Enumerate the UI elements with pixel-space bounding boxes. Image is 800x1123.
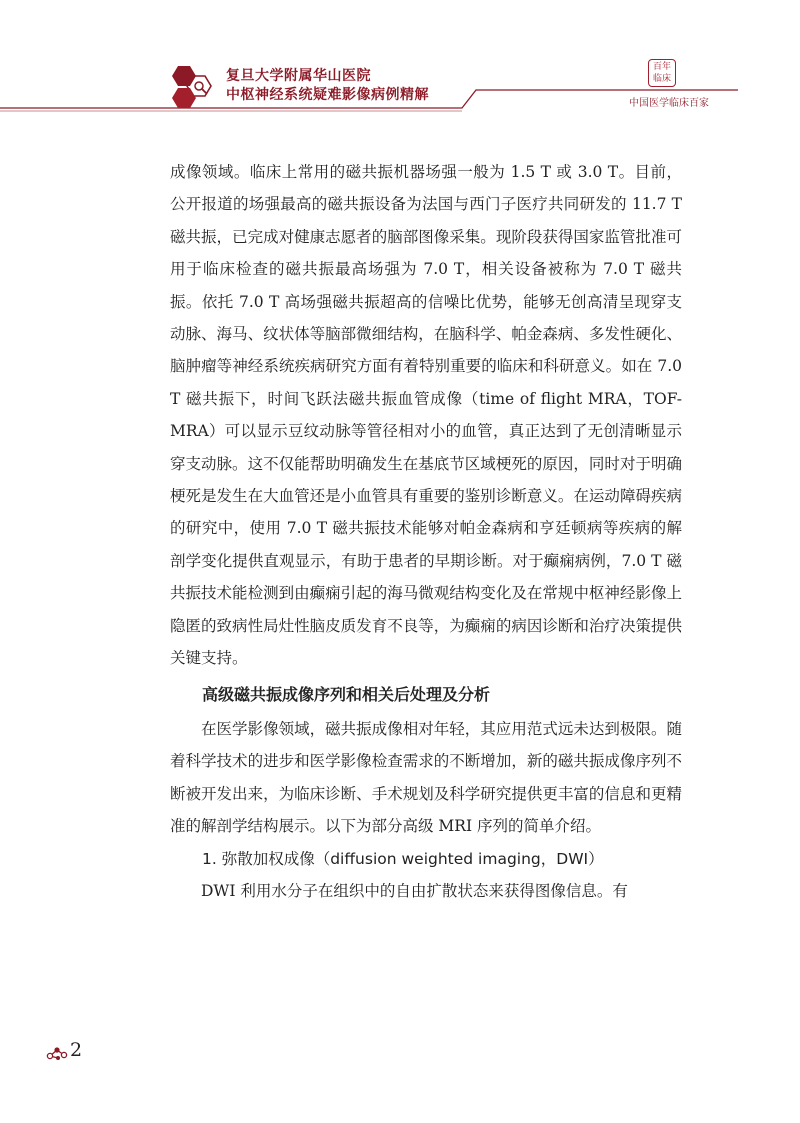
section-heading: 高级磁共振成像序列和相关后处理及分析 xyxy=(202,684,491,704)
seal-stamp-icon xyxy=(648,59,676,87)
molecule-icon xyxy=(46,1045,68,1061)
header-book-title: 中枢神经系统疑难影像病例精解 xyxy=(226,87,429,103)
paragraph-intro-field-strength: 成像领域。临床上常用的磁共振机器场强一般为 1.5 T 或 3.0 T。目前，公开报道的场强最高的磁共振设备为法国与西门子医疗共同研发的 11.7 T 磁共振，已完成对健康志愿者的脑部图像采集。现阶段获得国家监管批准可用于临床检查的磁共振最高场强为 7.0 T，相关设备被称为 7.0 T 磁共振。依托 7.0 T 高场强磁共振超高的信噪比优势，能够无创高清呈现穿支动脉、海马、纹状体等脑部微细结构，在脑科学、帕金森病、多发性硬化、脑肿瘤等神经系统疾病研究方面有着特别重要的临床和科研意义。如在 7.0 T 磁共振下，时间飞跃法磁共振血管成像（time of flight MRA，TOF-MRA）可以显示豆纹动脉等管径相对小的血管，真正达到了无创清晰显示穿支动脉。这不仅能帮助明确发生在基底节区域梗死的原因，同时对于明确梗死是发生在大血管还是小血管具有重要的鉴别诊断意义。在运动障碍疾病的研究中，使用 7.0 T 磁共振技术能够对帕金森病和亨廷顿病等疾病的解剖学变化提供直观显示，有助于患者的早期诊断。对于癫痫病例，7.0 T 磁共振技术能检测到由癫痫引起的海马微观结构变化及在常规中枢神经影像上隐匿的致病性局灶性脑皮质发育不良等，为癫痫的病因诊断和治疗决策提供关键支持。 xyxy=(170,163,682,668)
subheading-dwi: 1. 弥散加权成像（diffusion weighted imaging，DWI） xyxy=(202,849,604,868)
paragraph-dwi: DWI 利用水分子在组织中的自由扩散状态来获得图像信息。有 xyxy=(201,881,628,900)
hexagon-logo-icon xyxy=(166,64,218,108)
header-tagline: 中国医学临床百家 xyxy=(629,98,709,109)
page-header xyxy=(0,0,800,120)
page-number: 2 xyxy=(70,1039,83,1061)
seal-text: 百年 临床 xyxy=(652,62,671,84)
main-content xyxy=(170,156,682,907)
paragraph-advanced-sequences: 在医学影像领域，磁共振成像相对年轻，其应用范式远未达到极限。随着科学技术的进步和医学影像检查需求的不断增加，新的磁共振成像序列不断被开发出来，为临床诊断、手术规划及科学研究提供更丰富的信息和更精准的解剖学结构展示。以下为部分高级 MRI 序列的简单介绍。 xyxy=(170,719,682,836)
header-hospital-name: 复旦大学附属华山医院 xyxy=(226,68,371,84)
